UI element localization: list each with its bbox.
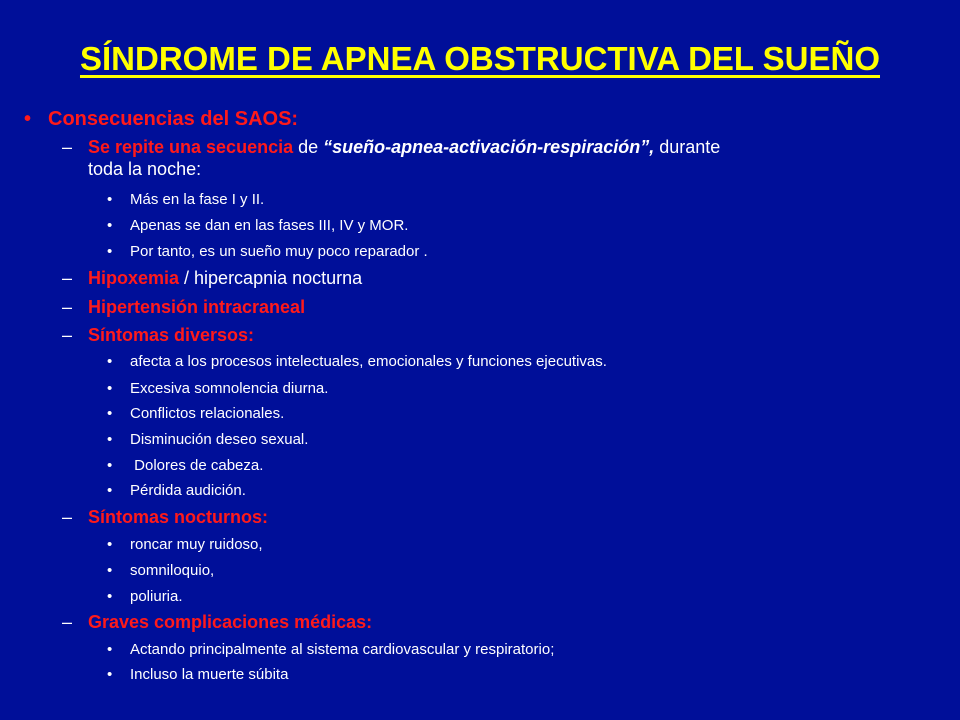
sequence-line2: toda la noche:: [88, 159, 202, 179]
dash-icon: –: [62, 137, 73, 157]
slide-title: SÍNDROME DE APNEA OBSTRUCTIVA DEL SUEÑO: [79, 40, 880, 77]
sequence-part4: durante: [654, 137, 721, 157]
symptoms-label: Síntomas diversos:: [88, 325, 255, 345]
hypoxemia-white: / hipercapnia nocturna: [179, 268, 363, 288]
bullet-icon: •: [107, 191, 113, 208]
bullet-icon: •: [107, 431, 113, 448]
bullet-icon: •: [107, 482, 113, 499]
bullet-icon: •: [24, 108, 32, 130]
dash-icon: –: [62, 297, 73, 317]
bullet-icon: •: [107, 536, 113, 553]
dash-icon: –: [62, 268, 73, 288]
bullet-icon: •: [107, 562, 113, 579]
sequence-part3: “sueño-apnea-activación-respiración”,: [323, 137, 655, 157]
hypoxemia-red: Hipoxemia: [88, 268, 180, 288]
bullet-icon: •: [107, 243, 113, 260]
sequence-part2: de: [293, 137, 324, 157]
dash-icon: –: [62, 507, 73, 527]
bullet-icon: •: [107, 353, 113, 370]
bullet-icon: •: [107, 457, 113, 474]
sequence-part1: Se repite una secuencia: [88, 137, 294, 157]
complications-label: Graves complicaciones médicas:: [88, 612, 373, 632]
bullet-icon: •: [107, 380, 113, 397]
bullet-icon: •: [107, 588, 113, 605]
bullet-icon: •: [107, 217, 113, 234]
bullet-icon: •: [107, 405, 113, 422]
bullet-icon: •: [107, 641, 113, 658]
nocturnal-label: Síntomas nocturnos:: [88, 507, 269, 527]
hypertension-text: Hipertensión intracraneal: [88, 297, 306, 317]
dash-icon: –: [62, 612, 73, 632]
bullet-icon: •: [107, 666, 113, 683]
dash-icon: –: [62, 325, 73, 345]
consequences-heading-text: Consecuencias del SAOS:: [48, 108, 299, 130]
